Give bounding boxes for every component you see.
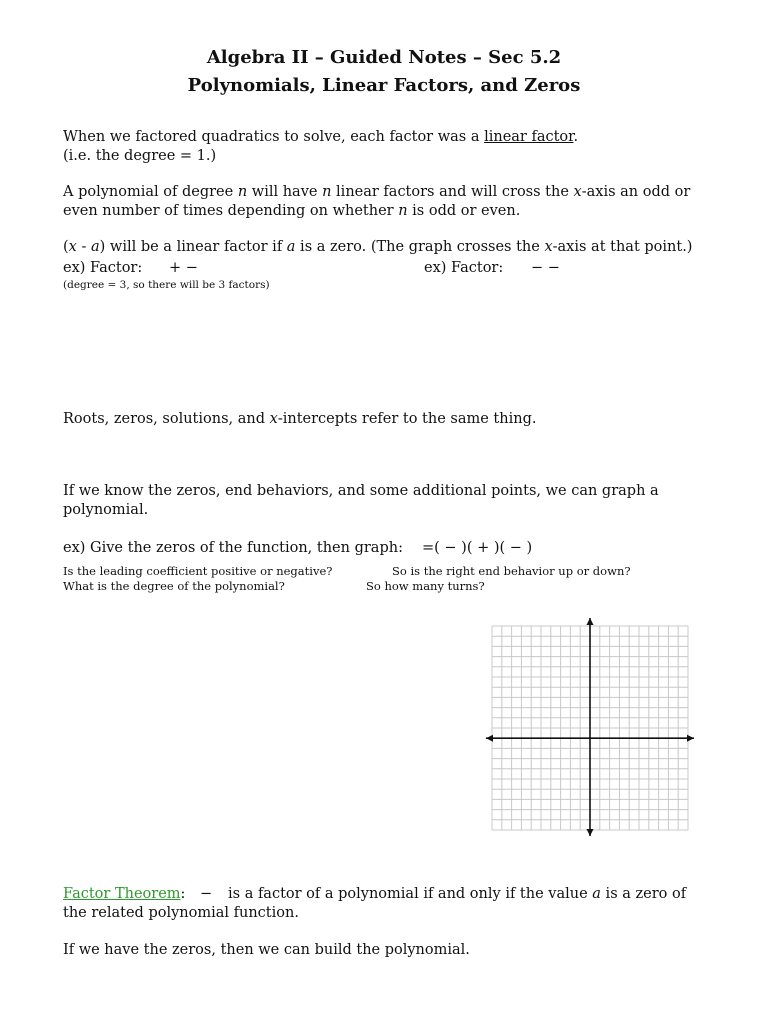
ft-text-b: is a zero of xyxy=(600,886,687,902)
degree-text-d: -axis an odd or xyxy=(581,184,691,200)
var-a: a xyxy=(286,239,296,255)
ft-text-a: is a factor of a polynomial if and only if the value xyxy=(228,886,593,902)
closing-line: If we have the zeros, then we can build the polynomial. xyxy=(63,942,470,958)
intro-line-1 xyxy=(63,129,578,145)
coordinate-grid-icon xyxy=(484,616,696,838)
degree-text-e: even number of times depending on whether xyxy=(63,203,399,219)
graph-example-expression: =( − )( + )( − ) xyxy=(422,540,533,556)
page-title: Algebra II – Guided Notes – Sec 5.2 xyxy=(206,47,562,68)
lf-text-a: ) will be a linear factor if xyxy=(99,239,287,255)
factor-theorem-line-2: the related polynomial function. xyxy=(63,905,299,921)
roots-text-b: -intercepts refer to the same thing. xyxy=(277,411,537,427)
graphing-line-1: If we know the zeros, end behaviors, and some additional points, we can graph a xyxy=(63,483,659,499)
example-1-label: ex) Factor: xyxy=(63,260,143,276)
ft-colon: : xyxy=(180,886,186,902)
graph-example-prompt: ex) Give the zeros of the function, then graph: xyxy=(63,540,403,556)
degree-line-2 xyxy=(63,203,520,219)
var-n: n xyxy=(322,184,332,200)
factor-theorem-statement xyxy=(228,886,686,902)
var-n: n xyxy=(237,184,248,200)
ft-ops: − xyxy=(200,886,213,902)
question-turns: So how many turns? xyxy=(366,579,485,593)
degree-text-f: is odd or even. xyxy=(407,203,521,219)
intro-line-2: (i.e. the degree = 1.) xyxy=(63,148,217,164)
var-n: n xyxy=(398,203,408,219)
linear-factor-term: linear factor xyxy=(484,129,574,145)
degree-text-a: A polynomial of degree xyxy=(63,184,238,200)
intro-text: When we factored quadratics to solve, each factor was a xyxy=(63,129,485,145)
intro-period: . xyxy=(573,129,579,145)
lf-text-c: -axis at that point.) xyxy=(552,239,693,255)
question-degree: What is the degree of the polynomial? xyxy=(63,579,285,593)
linear-factor-line xyxy=(63,239,692,255)
var-x: x xyxy=(573,184,582,200)
factor-theorem-line-1 xyxy=(63,886,185,902)
example-1-ops: + − xyxy=(169,260,198,276)
var-x: x xyxy=(544,239,553,255)
degree-text-b: will have xyxy=(247,184,323,200)
example-2-ops: − − xyxy=(531,260,560,276)
degree-line-1 xyxy=(63,184,690,200)
var-x: x xyxy=(68,239,77,255)
factor-theorem-term: Factor Theorem xyxy=(63,886,181,902)
var-a: a xyxy=(592,886,601,902)
roots-line xyxy=(63,411,536,427)
degree-text-c: linear factors and will cross the xyxy=(331,184,574,200)
var-x: x xyxy=(269,411,278,427)
roots-text-a: Roots, zeros, solutions, and xyxy=(63,411,270,427)
lf-text-b: is a zero. (The graph crosses the xyxy=(295,239,545,255)
lf-minus: - xyxy=(76,239,91,255)
graphing-line-2: polynomial. xyxy=(63,502,149,518)
page-subtitle: Polynomials, Linear Factors, and Zeros xyxy=(187,75,581,96)
lf-paren: ( xyxy=(63,239,69,255)
degree-note: (degree = 3, so there will be 3 factors) xyxy=(63,279,270,291)
question-leading-coefficient: Is the leading coefficient positive or negative? xyxy=(63,564,333,578)
example-2-label: ex) Factor: xyxy=(424,260,504,276)
question-end-behavior: So is the right end behavior up or down? xyxy=(392,564,631,578)
var-a: a xyxy=(90,239,100,255)
